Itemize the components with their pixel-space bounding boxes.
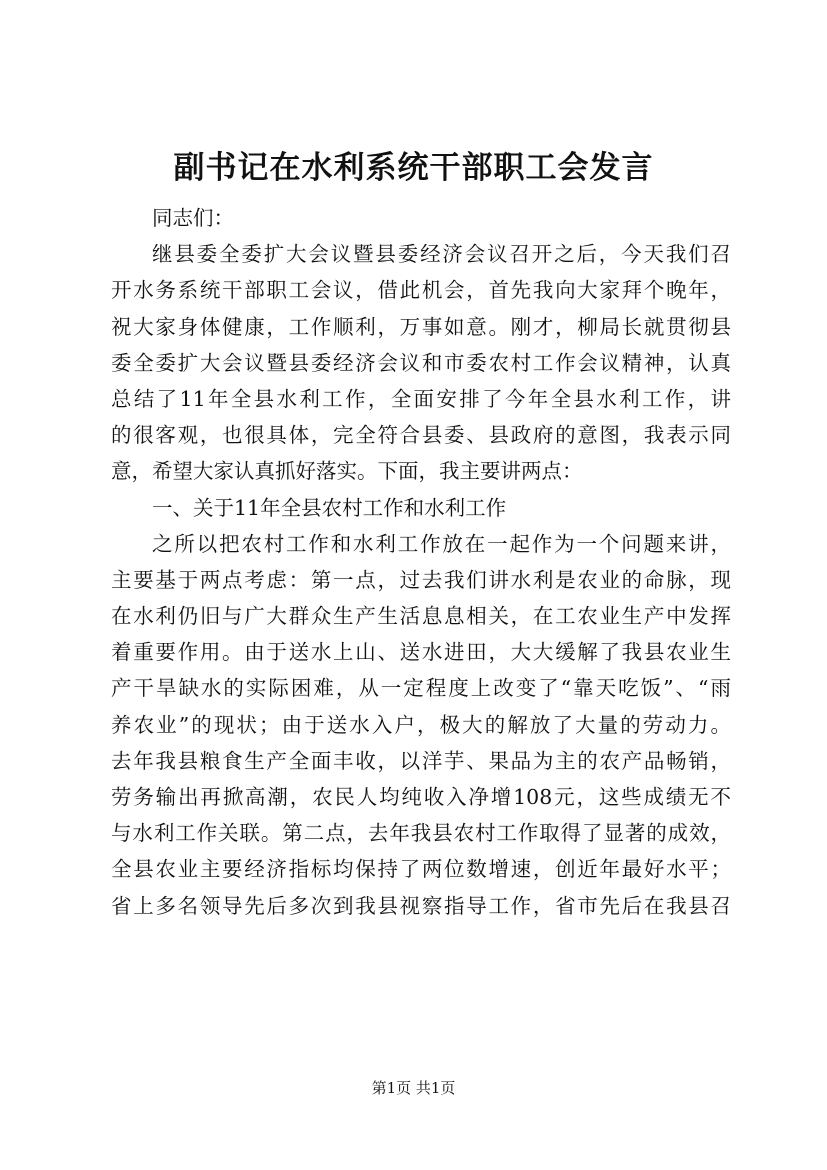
- body-line: 在水利仍旧与广大群众生产生活息息相关，在工农业生产中发挥: [111, 604, 731, 629]
- document-body: [111, 200, 731, 924]
- body-line: 主要基于两点考虑：第一点，过去我们讲水利是农业的命脉，现: [111, 567, 731, 592]
- body-line: 继县委全委扩大会议暨县委经济会议召开之后，今天我们召: [152, 242, 731, 267]
- body-line: 养农业”的现状；由于送水入户，极大的解放了大量的劳动力。: [111, 712, 731, 737]
- body-line: 着重要作用。由于送水上山、送水进田，大大缓解了我县农业生: [111, 640, 731, 665]
- body-line: 总结了11年全县水利工作，全面安排了今年全县水利工作，讲: [111, 386, 731, 411]
- body-line: 意，希望大家认真抓好落实。下面，我主要讲两点：: [111, 459, 583, 484]
- body-line: 全县农业主要经济指标均保持了两位数增速，创近年最好水平；: [111, 857, 731, 882]
- body-line: 祝大家身体健康，工作顺利，万事如意。刚才，柳局长就贯彻县: [111, 314, 731, 339]
- body-line: 委全委扩大会议暨县委经济会议和市委农村工作会议精神，认真: [111, 350, 731, 375]
- body-line: 的很客观，也很具体，完全符合县委、县政府的意图，我表示同: [111, 423, 731, 448]
- body-line: 与水利工作关联。第二点，去年我县农村工作取得了显著的成效，: [111, 821, 731, 846]
- body-line: 一、关于11年全县农村工作和水利工作: [152, 495, 507, 520]
- body-line: 同志们：: [152, 206, 234, 230]
- body-line: 产干旱缺水的实际困难，从一定程度上改变了“靠天吃饭”、“雨: [111, 676, 731, 701]
- body-line: 劳务输出再掀高潮，农民人均纯收入净增108元，这些成绩无不: [111, 785, 731, 809]
- body-line: 去年我县粮食生产全面丰收，以洋芋、果品为主的农产品畅销，: [111, 748, 731, 773]
- page-footer: 第1页 共1页: [371, 1079, 456, 1097]
- body-line: 省上多名领导先后多次到我县视察指导工作，省市先后在我县召: [111, 893, 731, 918]
- body-line: 之所以把农村工作和水利工作放在一起作为一个问题来讲，: [152, 531, 731, 556]
- document-title: 副书记在水利系统干部职工会发言: [173, 150, 654, 186]
- body-line: 开水务系统干部职工会议，借此机会，首先我向大家拜个晚年，: [111, 278, 731, 303]
